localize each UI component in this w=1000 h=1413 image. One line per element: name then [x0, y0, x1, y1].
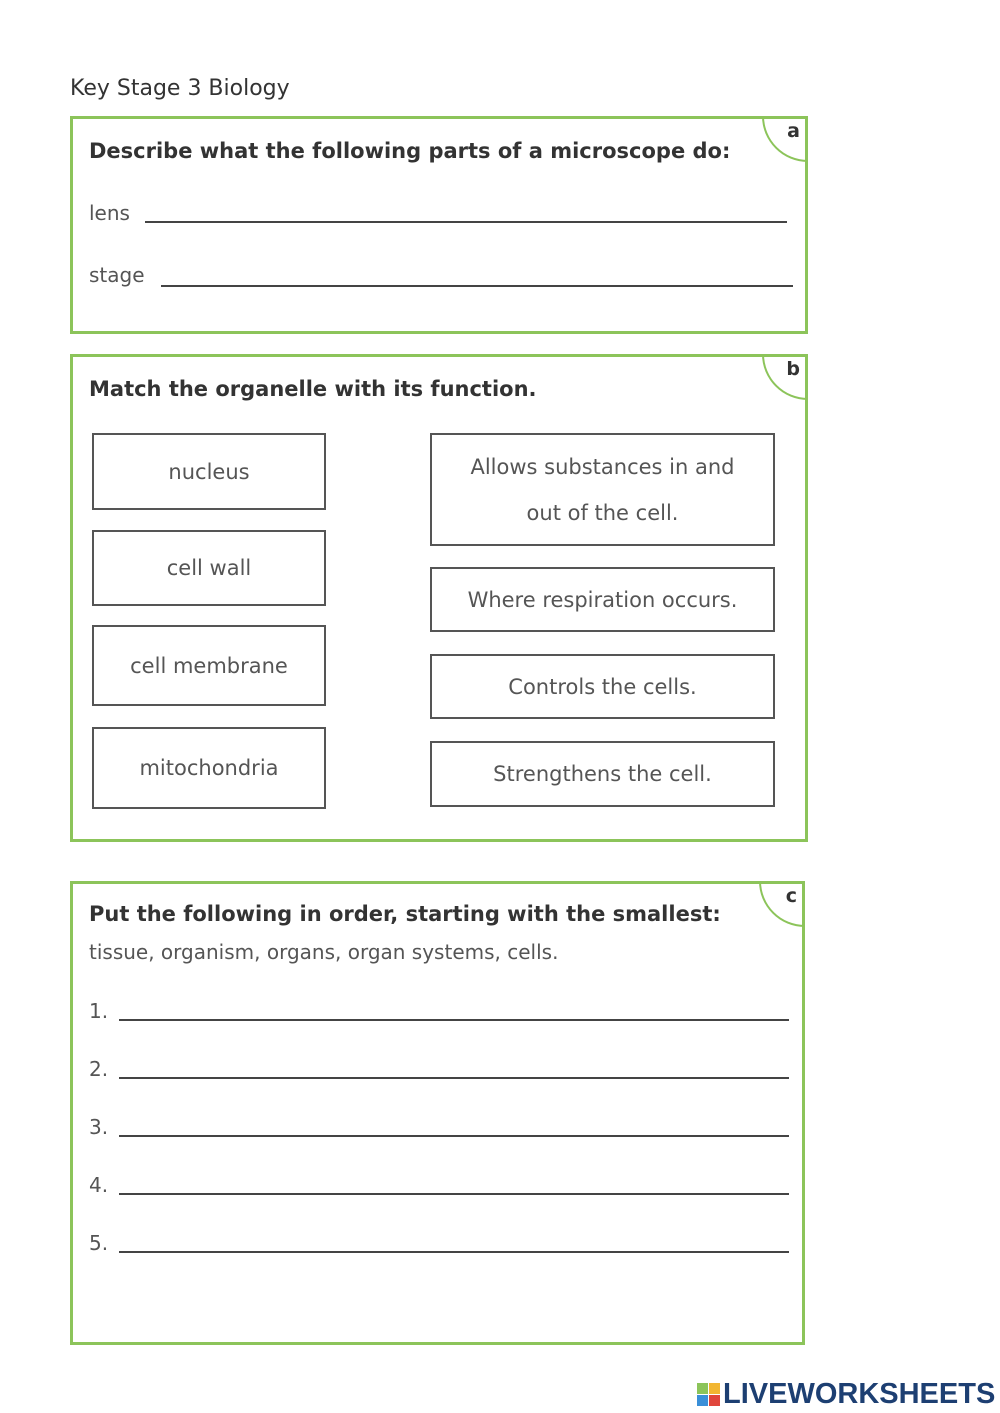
logo-badge-icon	[697, 1383, 720, 1406]
answer-lens-input[interactable]	[145, 221, 787, 223]
label-lens: lens	[89, 201, 130, 225]
organelle-cell-wall[interactable]: cell wall	[92, 530, 326, 606]
organelle-nucleus[interactable]: nucleus	[92, 433, 326, 510]
answer-stage-input[interactable]	[161, 285, 793, 287]
section-c	[70, 881, 805, 1345]
section-b-corner: b	[762, 354, 808, 400]
order-number-5: 5.	[89, 1231, 109, 1255]
organelle-mitochondria[interactable]: mitochondria	[92, 727, 326, 809]
function-strengthens[interactable]: Strengthens the cell.	[430, 741, 775, 807]
order-answer-1-input[interactable]	[119, 1019, 789, 1021]
liveworksheets-logo	[697, 1378, 995, 1411]
section-b-question: Match the organelle with its function.	[89, 377, 537, 401]
order-answer-5-input[interactable]	[119, 1251, 789, 1253]
section-a-question: Describe what the following parts of a microscope do:	[89, 139, 731, 163]
order-number-2: 2.	[89, 1057, 109, 1081]
organelle-cell-membrane[interactable]: cell membrane	[92, 625, 326, 706]
section-b	[70, 354, 808, 842]
function-respiration[interactable]: Where respiration occurs.	[430, 567, 775, 632]
section-c-corner: c	[759, 881, 805, 927]
section-a	[70, 116, 808, 334]
order-answer-4-input[interactable]	[119, 1193, 789, 1195]
order-number-4: 4.	[89, 1173, 109, 1197]
label-stage: stage	[89, 263, 145, 287]
logo-text: LIVEWORKSHEETS	[723, 1378, 996, 1410]
section-c-list: tissue, organism, organs, organ systems, cells.	[89, 940, 559, 964]
order-number-1: 1.	[89, 999, 109, 1023]
section-c-question: Put the following in order, starting with the smallest:	[89, 902, 721, 926]
header-title: Key Stage 3 Biology	[70, 76, 290, 101]
order-answer-3-input[interactable]	[119, 1135, 789, 1137]
order-number-3: 3.	[89, 1115, 109, 1139]
function-substances[interactable]: Allows substances in and out of the cell.	[430, 433, 775, 546]
section-a-corner: a	[762, 116, 808, 162]
function-controls[interactable]: Controls the cells.	[430, 654, 775, 719]
order-answer-2-input[interactable]	[119, 1077, 789, 1079]
